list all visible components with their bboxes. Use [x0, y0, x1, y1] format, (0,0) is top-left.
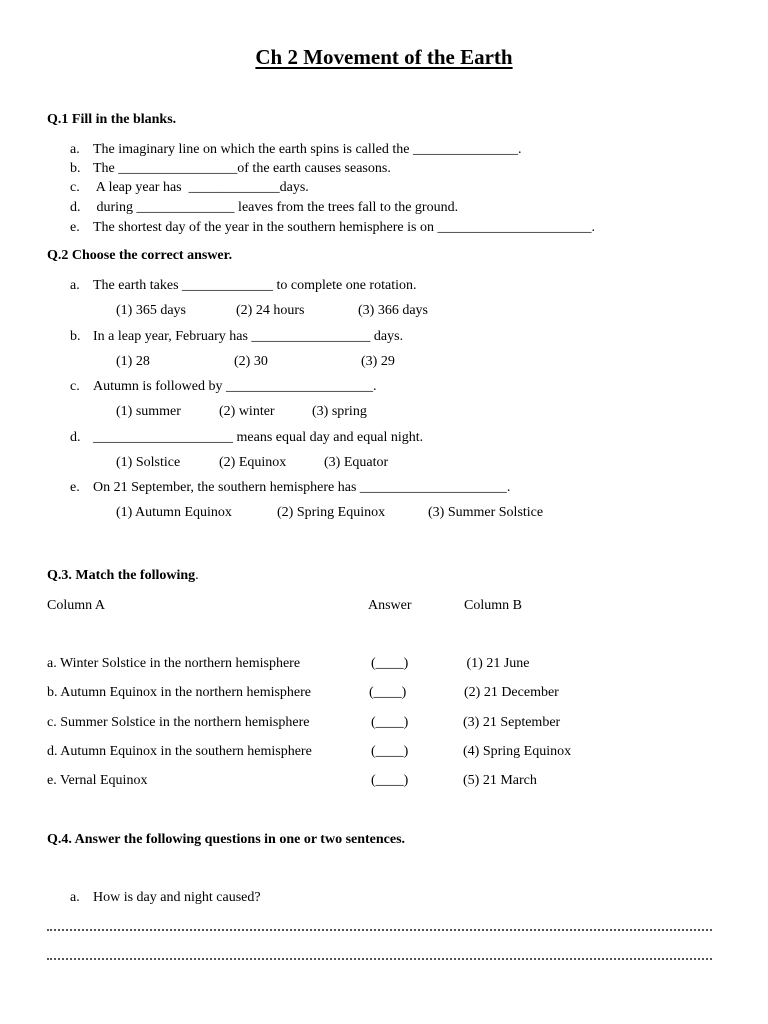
column-a-header: Column A — [47, 598, 105, 613]
item-text: The shortest day of the year in the southern hemisphere is on ______________________. — [93, 220, 595, 235]
q2-a-option-2: (2) 24 hours — [236, 303, 305, 318]
match-row-e-right: (5) 21 March — [463, 773, 537, 788]
item-label: e. — [70, 220, 80, 235]
q2-e-option-2: (2) Spring Equinox — [277, 505, 386, 520]
item-text: The _________________of the earth causes seasons. — [93, 161, 391, 176]
item-text: during ______________ leaves from the trees fall to the ground. — [93, 200, 459, 215]
item-text: How is day and night caused? — [93, 890, 261, 905]
q3-heading — [47, 567, 199, 585]
q2-a-option-3: (3) 366 days — [358, 303, 428, 318]
item-label: a. — [70, 142, 80, 157]
q2-d-option-2: (2) Equinox — [219, 455, 287, 470]
answer-column-header: Answer — [368, 598, 412, 613]
q1-heading: Q.1 Fill in the blanks. — [47, 112, 177, 127]
q2-heading: Q.2 Choose the correct answer. — [47, 248, 233, 263]
match-row-e-left: e. Vernal Equinox — [47, 773, 148, 788]
item-text: Autumn is followed by _____________________. — [93, 379, 377, 394]
q2-item-e — [70, 479, 510, 497]
q4-item-a — [70, 889, 261, 907]
q2-item-d — [70, 429, 423, 447]
q2-d-option-3: (3) Equator — [324, 455, 389, 470]
q2-a-option-1: (1) 365 days — [116, 303, 186, 318]
match-row-d-left: d. Autumn Equinox in the southern hemisphere — [47, 744, 312, 759]
q2-item-c — [70, 378, 377, 396]
q2-d-option-1: (1) Solstice — [116, 455, 181, 470]
match-row-b-right: (2) 21 December — [464, 685, 559, 700]
q2-e-option-3: (3) Summer Solstice — [428, 505, 544, 520]
q2-b-option-3: (3) 29 — [361, 354, 395, 369]
item-text: ____________________ means equal day and equal night. — [93, 430, 424, 445]
item-label: c. — [70, 379, 80, 394]
page-title — [0, 44, 768, 70]
item-label: a. — [70, 278, 80, 293]
match-row-d-answer: (____) — [371, 744, 409, 759]
match-row-b-left: b. Autumn Equinox in the northern hemisphere — [47, 685, 312, 700]
q3-heading-text: Q.3. Match the following — [47, 568, 196, 583]
q2-item-b — [70, 328, 403, 346]
match-row-e-answer: (____) — [371, 773, 409, 788]
match-row-c-left: c. Summer Solstice in the northern hemisphere — [47, 715, 310, 730]
match-row-a-right: (1) 21 June — [463, 656, 530, 671]
q2-b-option-2: (2) 30 — [234, 354, 268, 369]
q2-b-option-1: (1) 28 — [116, 354, 150, 369]
item-text: On 21 September, the southern hemisphere has _____________________. — [93, 480, 511, 495]
item-label: a. — [70, 890, 80, 905]
answer-line — [47, 956, 712, 960]
q1-item-a — [70, 141, 521, 159]
q1-item-e — [70, 219, 595, 237]
match-row-c-right: (3) 21 September — [463, 715, 561, 730]
item-label: d. — [70, 430, 81, 445]
match-row-d-right: (4) Spring Equinox — [463, 744, 572, 759]
q1-item-d — [70, 199, 458, 217]
q4-heading: Q.4. Answer the following questions in one or two sentences. — [47, 832, 406, 847]
match-row-a-answer: (____) — [371, 656, 409, 671]
match-row-c-answer: (____) — [371, 715, 409, 730]
item-label: e. — [70, 480, 80, 495]
item-label: d. — [70, 200, 81, 215]
item-text: The earth takes _____________ to complete one rotation. — [93, 278, 417, 293]
q2-item-a — [70, 277, 416, 295]
q1-item-c — [70, 179, 309, 197]
q2-c-option-1: (1) summer — [116, 404, 181, 419]
item-text: A leap year has _____________days. — [93, 180, 309, 195]
item-label: c. — [70, 180, 80, 195]
item-label: b. — [70, 161, 81, 176]
q2-c-option-2: (2) winter — [219, 404, 275, 419]
q1-item-b — [70, 160, 391, 178]
q2-c-option-3: (3) spring — [312, 404, 367, 419]
answer-line — [47, 927, 712, 931]
column-b-header: Column B — [464, 598, 522, 613]
item-label: b. — [70, 329, 81, 344]
match-row-b-answer: (____) — [369, 685, 407, 700]
match-row-a-left: a. Winter Solstice in the northern hemisphere — [47, 656, 301, 671]
q2-e-option-1: (1) Autumn Equinox — [116, 505, 232, 520]
q3-heading-tail: . — [195, 568, 199, 583]
title-text: Ch 2 Movement of the Earth — [255, 45, 513, 69]
item-text: The imaginary line on which the earth spins is called the _______________. — [93, 142, 522, 157]
item-text: In a leap year, February has _________________ days. — [93, 329, 404, 344]
